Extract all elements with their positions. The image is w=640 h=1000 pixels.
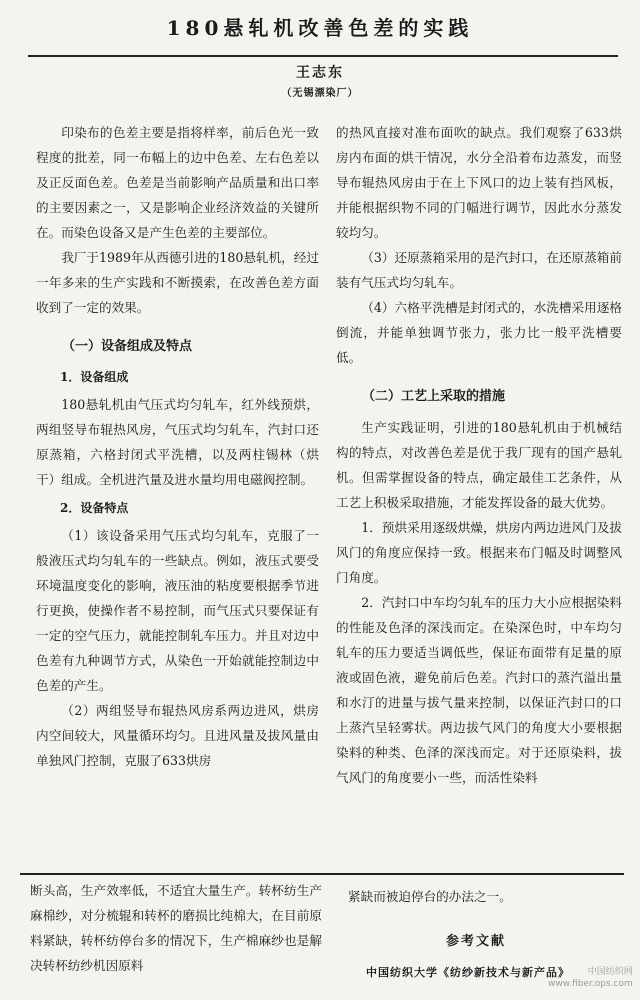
feature-paragraph-4: （4）六格平洗槽是封闭式的，水洗槽采用逐格倒流，并能单独调节张力，张力比一般平洗槽要低。 bbox=[336, 300, 622, 365]
intro-paragraph-2: 我厂于1989年从西德引进的180悬轧机，经过一年多来的生产实践和不断摸索，在改善色差方面收到了一定的效果。 bbox=[36, 250, 319, 315]
bottom-rule bbox=[20, 873, 624, 875]
subheading-composition: 1．设备组成 bbox=[60, 370, 129, 384]
continued-paragraph: 的热风直接对准布面吹的缺点。我们观察了633烘房内布面的烘干情况，水分全沿着布边蒸发，而竖导布辊热风房由于在上下风口的边上装有挡风板，并能根据织物不同的门幅进行调节，因此水分蒸发较均匀。 bbox=[336, 125, 622, 240]
author-affiliation: （无锡漂染厂） bbox=[281, 88, 359, 99]
fragment-text-left: 断头高，生产效率低，不适宜大量生产。转杯纺生产麻棉纱，对分梳辊和转杯的磨损比纯棉大，在目前原料紧缺，转杯纺停台多的情况下，生产棉麻纱也是解决转杯纺纱机因原料 bbox=[30, 883, 322, 973]
intro-paragraph-1: 印染布的色差主要是指将样率，前后色光一致程度的批差，同一布幅上的边中色差、左右色差以及正反面色差。色差是当前影响产品质量和出口率的主要因素之一，又是影响企业经济效益的关键所在。而染色设备又是产生色差的主要部位。 bbox=[36, 125, 319, 240]
references-heading: 参考文献 bbox=[446, 934, 507, 949]
watermark-line-2: www.fiber.ops.com bbox=[548, 979, 633, 989]
reference-item: 中国纺织大学《纺纱新技术与新产品》 bbox=[366, 966, 570, 979]
title-rule bbox=[28, 55, 618, 57]
watermark-line-1: 中国纺织网 bbox=[587, 967, 633, 977]
subheading-features: 2．设备特点 bbox=[60, 501, 129, 515]
author-name: 王志东 bbox=[296, 65, 344, 81]
previous-article-end bbox=[348, 884, 624, 909]
previous-article-fragment bbox=[30, 878, 322, 978]
article-title: 180悬轧机改善色差的实践 bbox=[166, 16, 474, 40]
feature-paragraph-3: （3）还原蒸箱采用的是汽封口，在还原蒸箱前装有气压式均匀轧车。 bbox=[336, 250, 622, 290]
left-column bbox=[36, 120, 319, 773]
right-column bbox=[336, 120, 622, 790]
section-heading-process: （二）工艺上采取的措施 bbox=[362, 389, 506, 404]
feature-paragraph-1: （1）该设备采用气压式均匀轧车，克服了一般液压式均匀轧车的一些缺点。例如，液压式要受环境温度变化的影响，液压油的粘度要根据季节进行更换，使操作者不易控制，而气压式只要保证有一定的空气压力，就能控制轧车压力。并且对边中色差有九种调节方式，从染色一开始就能控制边中色差的产生。 bbox=[36, 528, 319, 693]
fragment-text-right: 紧缺而被迫停台的办法之一。 bbox=[348, 889, 512, 904]
section-heading-equipment: （一）设备组成及特点 bbox=[62, 339, 193, 354]
measure-paragraph-2: 2．汽封口中车均匀轧车的压力大小应根据染料的性能及色泽的深浅而定。在染深色时，中车均匀轧车的压力要适当调低些，保证布面带有足量的原液或固色液，避免前后色差。汽封口的蒸汽溢出量和水汀的进量与拔气量来控制，以保证汽封口的口上蒸汽呈轻雾状。两边拔气风门的角度大小要根据染料的种类、色泽的深浅而定。对于还原染料，拔气风门的角度要小一些，而活性染料 bbox=[336, 595, 622, 785]
composition-paragraph: 180悬轧机由气压式均匀轧车，红外线预烘，两组竖导布辊热风房，气压式均匀轧车，汽封口还原蒸箱，六格封闭式平洗槽，以及两柱锡林（烘干）组成。全机进汽量及进水量均用电磁阀控制。 bbox=[36, 397, 319, 487]
site-watermark bbox=[548, 966, 633, 990]
feature-paragraph-2: （2）两组竖导布辊热风房系两边进风，烘房内空间较大，风量循环均匀。且进风量及拔风量由单独风门控制，克服了633烘房 bbox=[36, 703, 319, 768]
measure-paragraph-1: 1．预烘采用逐级烘燥，烘房内两边进风门及拔风门的角度应保持一致。根据来布门幅及时调整风门角度。 bbox=[336, 520, 622, 585]
process-intro-paragraph: 生产实践证明，引进的180悬轧机由于机械结构的特点，对改善色差是优于我厂现有的国产悬轧机。但需掌握设备的特点，确定最佳工艺条件，从工艺上积极采取措施，才能发挥设备的最大优势。 bbox=[336, 420, 622, 510]
